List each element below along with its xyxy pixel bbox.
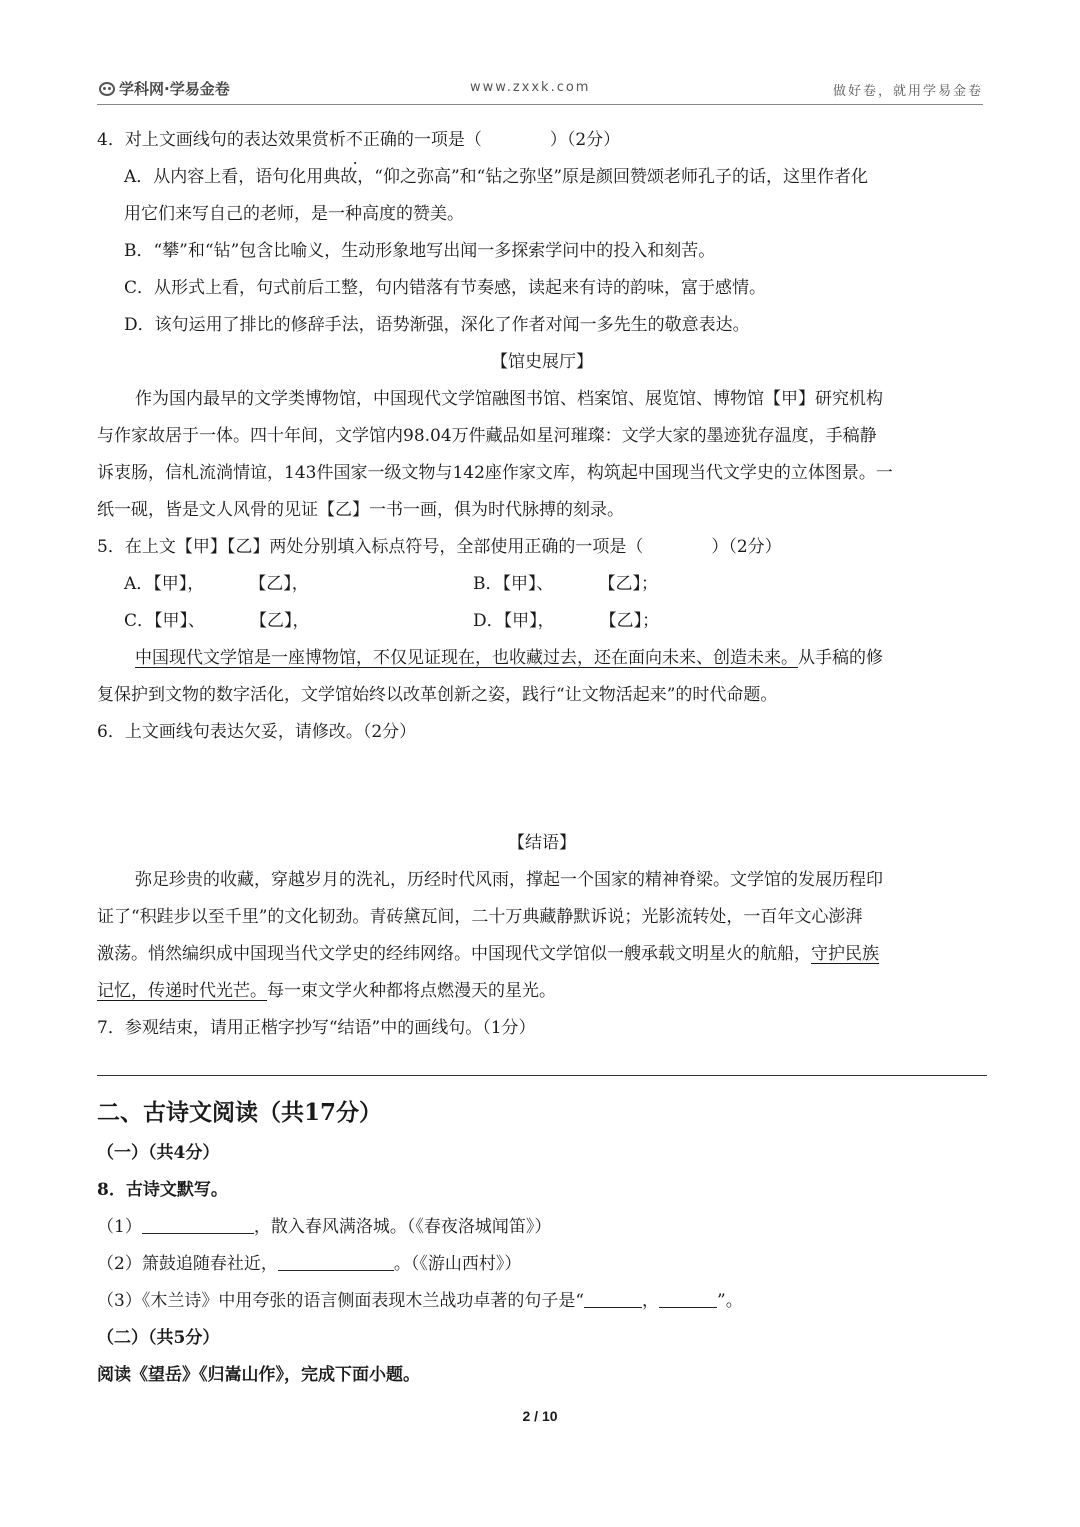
part-2-heading: （二）（共5分） — [97, 1328, 220, 1348]
reading-instruction: 阅读《望岳》《归嵩山作》，完成下面小题。 — [97, 1365, 420, 1385]
underlined-sentence-part1: 守护民族 — [811, 944, 879, 964]
q5-option-c: C．【甲】、 【乙】， — [124, 611, 310, 631]
section-divider — [97, 1075, 987, 1076]
q5-options-row1 — [97, 566, 987, 603]
q4-option-d: D．该句运用了排比的修辞手法，语势渐强，深化了作者对闻一多先生的敬意表达。 — [124, 315, 750, 335]
conclusion-line2: 证了“积跬步以至千里”的文化韧劲。青砖黛瓦间，二十万典藏静默诉说；光影流转处，一百年文心澎湃 — [97, 907, 863, 927]
question-4-stem: 4．对上文画线句的表达效果赏析不正确的一项是（ ）（2分） — [97, 130, 621, 150]
fill-blank[interactable] — [584, 1289, 642, 1308]
question-7-stem: 7．参观结束，请用正楷字抄写“结语”中的画线句。（1分） — [97, 1018, 536, 1038]
emphasis-dot-char: 不 — [345, 130, 363, 150]
hall-paragraph-line1: 作为国内最早的文学类博物馆，中国现代文学馆融图书馆、档案馆、展览馆、博物馆【甲】研究机构 — [135, 389, 883, 409]
header-slogan: 做好卷，就用学易金卷 — [832, 84, 983, 99]
q6-passage-line2: 复保护到文物的数字活化，文学馆始终以改革创新之姿，践行“让文物活起来”的时代命题。 — [97, 685, 778, 705]
q5-option-a: A．【甲】， 【乙】， — [124, 574, 309, 594]
hall-paragraph-line3: 诉衷肠，信札流淌情谊，143件国家一级文物与142座作家文库，构筑起中国现当代文学史的立体图景。一 — [97, 463, 893, 483]
q8-item-2: （2）箫鼓追随春社近， 。（《游山西村》） — [97, 1254, 522, 1274]
q4-option-c: C．从形式上看，句式前后工整，句内错落有节奏感，读起来有诗的韵味，富于感情。 — [124, 278, 767, 298]
underlined-sentence-part2: 记忆，传递时代光芒。 — [97, 981, 267, 1001]
conclusion-line3: 激荡。悄然编织成中国现当代文学史的经纬网络。中国现代文学馆似一艘承载文明星火的航船，守护民族 — [97, 944, 879, 964]
fill-blank[interactable] — [659, 1289, 717, 1308]
q8-item-1: （1） ，散入春风满洛城。（《春夜洛城闻笛》） — [97, 1217, 552, 1237]
conclusion-heading: 【结语】 — [508, 833, 576, 853]
page-content — [97, 122, 987, 1394]
q4-option-a-line2: 用它们来写自己的老师，是一种高度的赞美。 — [124, 204, 464, 224]
conclusion-line1: 弥足珍贵的收藏，穿越岁月的洗礼，历经时代风雨，撑起一个国家的精神脊梁。文学馆的发展历程印 — [135, 870, 883, 890]
q4-option-b: B．“攀”和“钻”包含比喻义，生动形象地写出闻一多探索学问中的投入和刻苦。 — [124, 241, 716, 261]
hall-paragraph-line4: 纸一砚，皆是文人风骨的见证【乙】一书一画，俱为时代脉搏的刻录。 — [97, 500, 624, 520]
brand-logo — [99, 78, 230, 99]
brand-name: 学科网·学易金卷 — [119, 80, 230, 98]
page-number: 2 / 10 — [522, 1408, 558, 1424]
q4-option-a-line1: A．从内容上看，语句化用典故，“仰之弥高”和“钻之弥坚”原是颜回赞颂老师孔子的话，这里作者化 — [124, 167, 869, 187]
q5-options-row2 — [97, 603, 987, 640]
header-url: www.zxxk.com — [470, 80, 591, 95]
question-8-stem: 8．古诗文默写。 — [97, 1180, 228, 1200]
underlined-sentence: 中国现代文学馆是一座博物馆，不仅见证现在，也收藏过去，还在面向未来、创造未来。 — [135, 648, 798, 668]
q5-option-d: D．【甲】， 【乙】； — [473, 611, 660, 631]
q8-item-3: （3）《木兰诗》中用夸张的语言侧面表现木兰战功卓著的句子是“ ， ”。 — [97, 1291, 743, 1311]
section-2-title: 二、古诗文阅读（共17分） — [97, 1099, 383, 1126]
q5-option-b: B．【甲】、 【乙】； — [473, 574, 658, 594]
answer-space — [97, 751, 987, 825]
question-6-stem: 6．上文画线句表达欠妥，请修改。（2分） — [97, 722, 417, 742]
q6-passage-line1: 中国现代文学馆是一座博物馆，不仅见证现在，也收藏过去，还在面向未来、创造未来。从手稿的修 — [135, 648, 883, 668]
conclusion-line4: 记忆，传递时代光芒。每一束文学火种都将点燃漫天的星光。 — [97, 981, 556, 1001]
fill-blank[interactable] — [278, 1252, 394, 1271]
page-header — [97, 74, 983, 105]
question-5-stem: 5．在上文【甲】【乙】两处分别填入标点符号，全部使用正确的一项是（ ）（2分） — [97, 537, 782, 557]
hall-paragraph-line2: 与作家故居于一体。四十年间，文学馆内98.04万件藏品如星河璀璨：文学大家的墨迹犹存温度，手稿静 — [97, 426, 877, 446]
hall-heading: 【馆史展厅】 — [491, 352, 593, 372]
owl-logo-icon — [99, 82, 115, 96]
fill-blank[interactable] — [142, 1215, 254, 1234]
part-1-heading: （一）（共4分） — [97, 1143, 220, 1163]
